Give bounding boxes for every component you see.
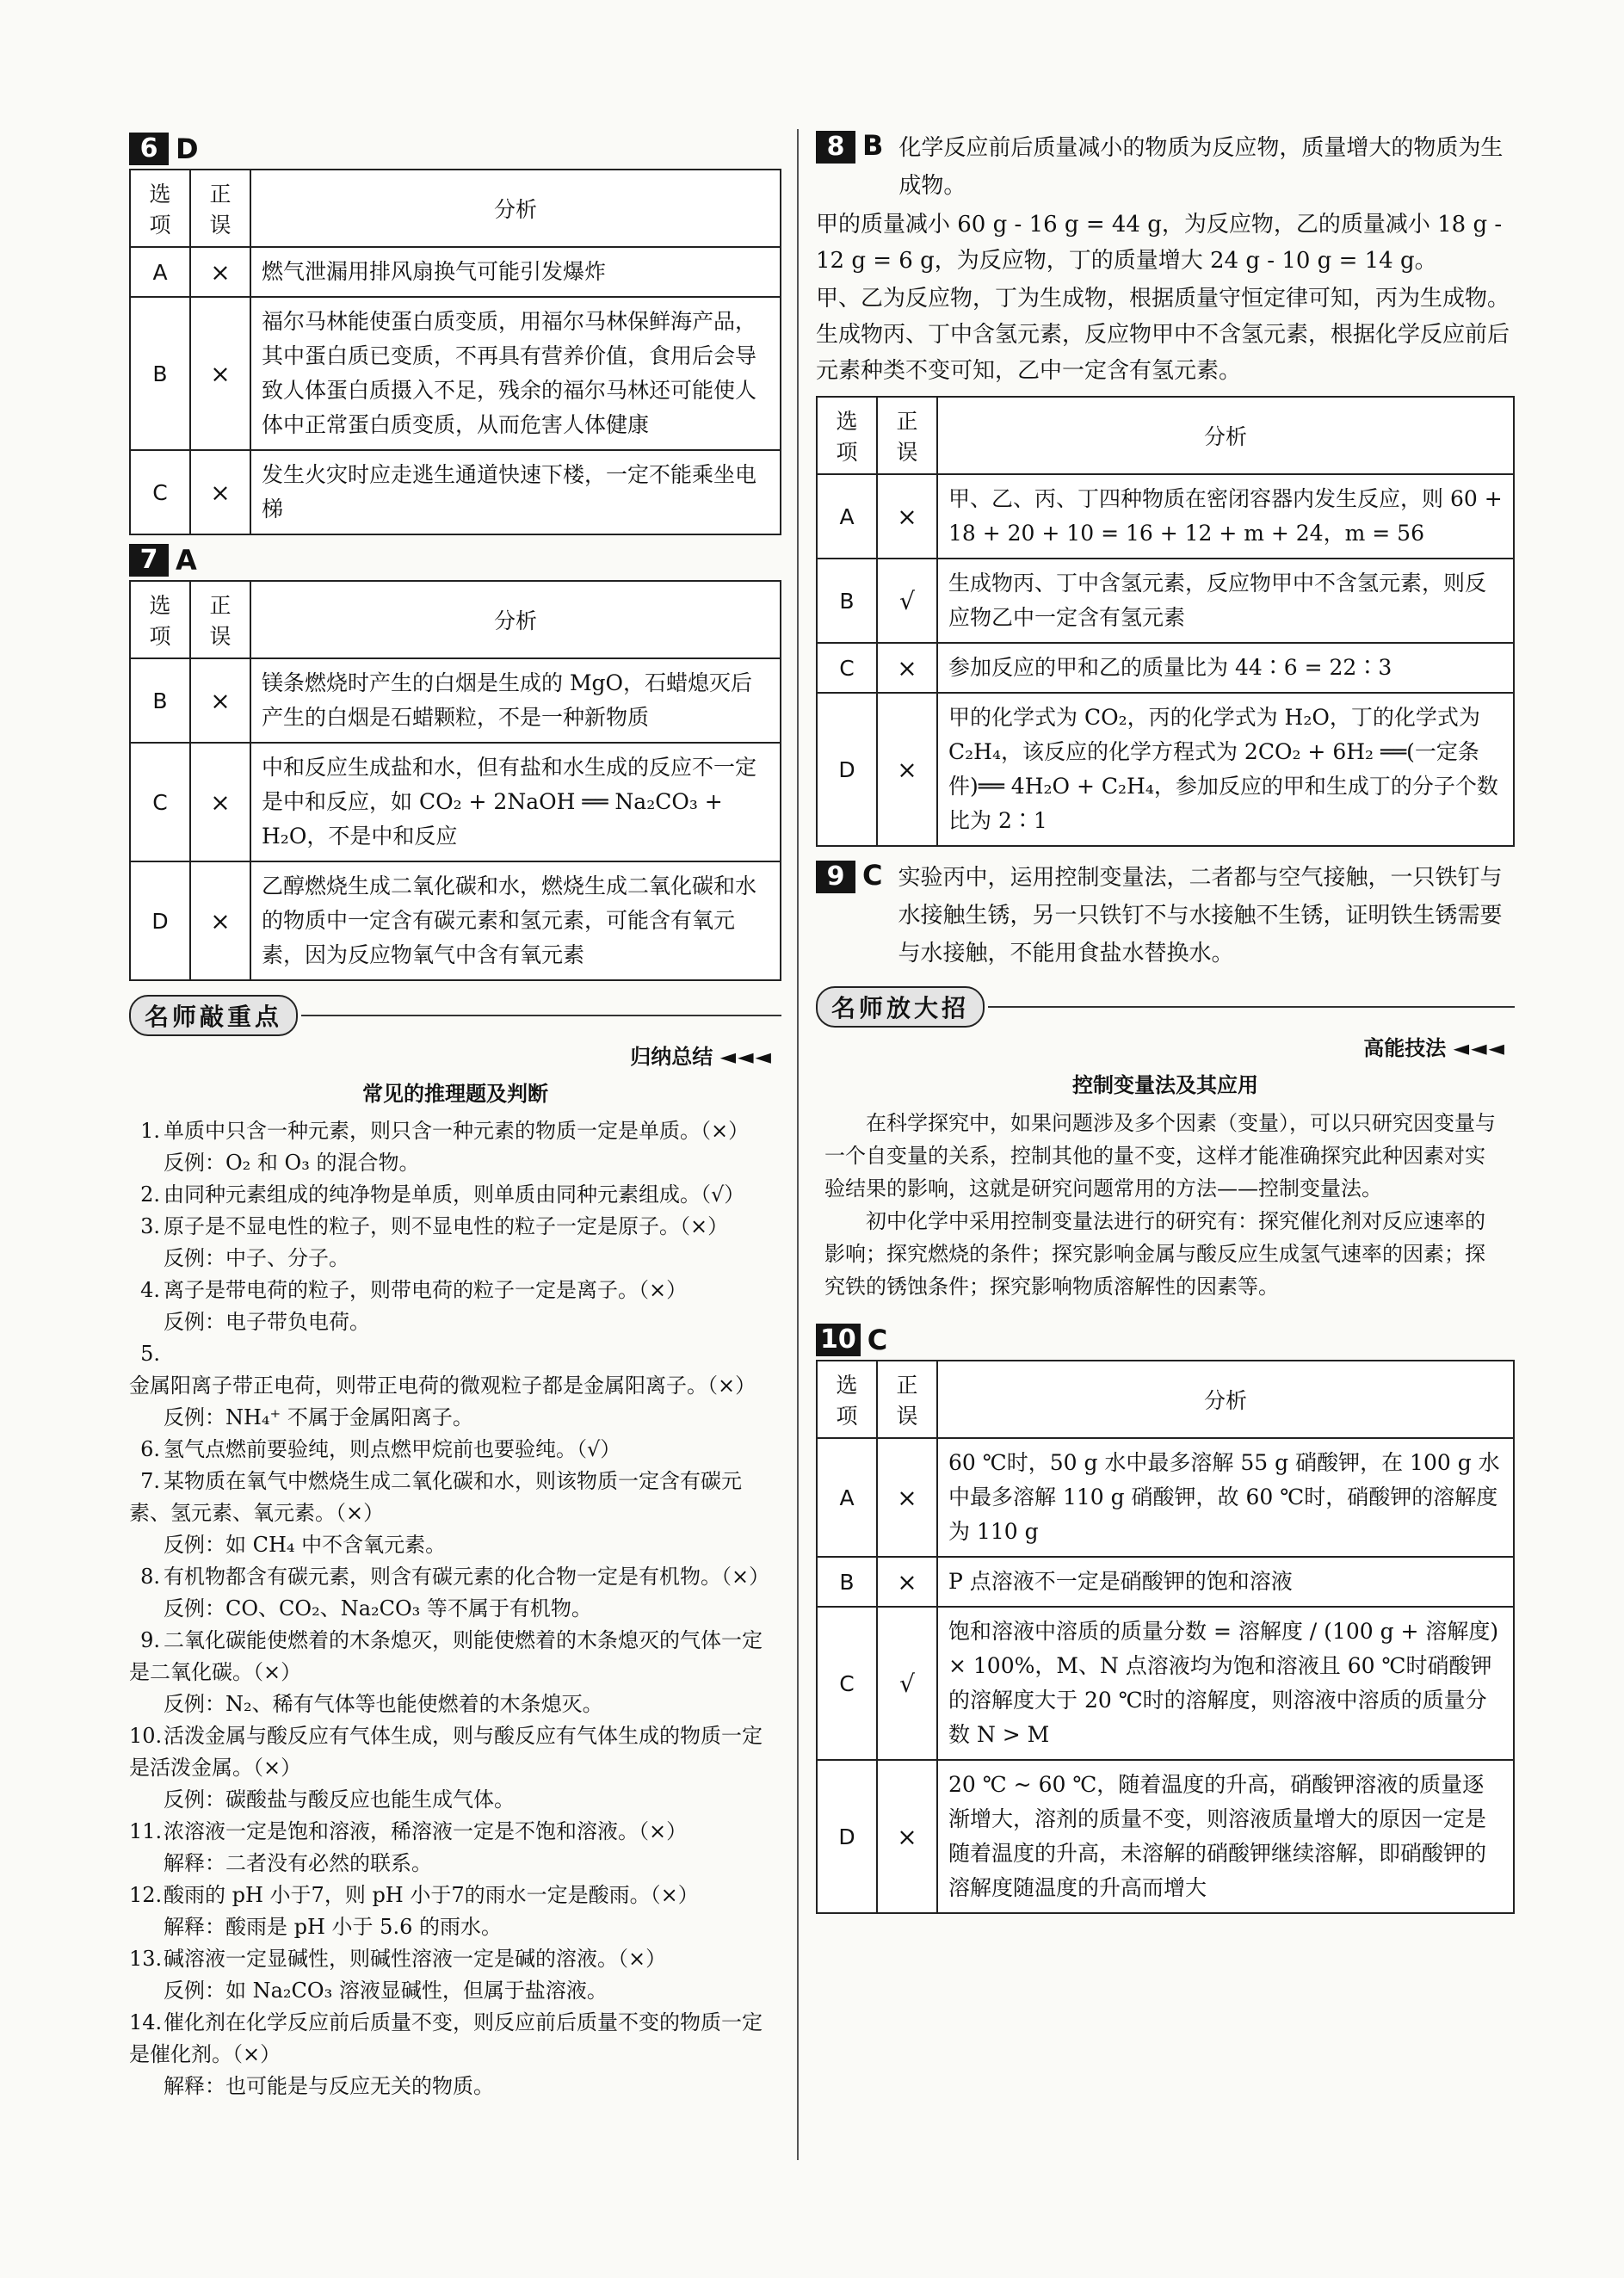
tip-number: 13.	[129, 1947, 163, 1971]
tip-statement	[129, 1466, 781, 1529]
tip-text: 有机物都含有碳元素，则含有碳元素的化合物一定是有机物。（×）	[164, 1565, 770, 1589]
tip-explanation: 反例：NH₄⁺ 不属于金属阳离子。	[164, 1405, 473, 1429]
analysis-cell: 中和反应生成盐和水，但有盐和水生成的反应不一定是中和反应，如 CO₂ + 2NaOH ══ Na₂CO₃ + H₂O，不是中和反应	[250, 743, 781, 861]
analysis-cell: 甲的化学式为 CO₂，丙的化学式为 H₂O，丁的化学式为 C₂H₄，该反应的化学方程式为 2CO₂ + 6H₂ ══(一定条件)══ 4H₂O + C₂H₄，参加反应的甲和生成丁的分子个数比为 2∶1	[937, 693, 1514, 846]
tip-statement	[129, 2007, 781, 2071]
mark-cell: ×	[877, 643, 937, 693]
header-analysis: 分析	[250, 581, 781, 658]
tip-explanation: 反例：如 CH₄ 中不含氧元素。	[164, 1533, 447, 1557]
tip-item	[129, 1211, 781, 1275]
answer-text: 化学反应前后质量减小的物质为反应物，质量增大的物质为生成物。	[898, 135, 1504, 199]
banner-line	[301, 1015, 781, 1016]
header-option: 选项	[130, 170, 190, 247]
table-row	[130, 297, 781, 450]
table-row	[817, 1438, 1514, 1557]
table-row	[817, 559, 1514, 643]
tip-number: 10.	[129, 1724, 163, 1748]
option-cell: C	[130, 450, 190, 534]
table-row	[130, 861, 781, 980]
analysis-cell: 福尔马林能使蛋白质变质，用福尔马林保鲜海产品，其中蛋白质已变质，不再具有营养价值，食用后会导致人体蛋白质摄入不足，残余的福尔马林还可能使人体中正常蛋白质变质，从而危害人体健康	[250, 297, 781, 450]
analysis-cell: 甲、乙、丙、丁四种物质在密闭容器内发生反应，则 60 + 18 + 20 + 10 = 16 + 12 + m + 24，m = 56	[937, 474, 1514, 559]
question-answer: B	[862, 129, 884, 162]
tip-item	[129, 1466, 781, 1561]
tip-text: 二氧化碳能使燃着的木条熄灭，则能使燃着的木条熄灭的气体一定是二氧化碳。（×）	[129, 1628, 763, 1684]
mark-cell: √	[877, 1607, 937, 1760]
analysis-cell: 饱和溶液中溶质的质量分数 = 溶解度 / (100 g + 溶解度) × 100%，M、N 点溶液均为饱和溶液且 60 ℃时硝酸钾的溶解度大于 20 ℃时的溶解度，则溶液中溶质的质量分数 N > M	[937, 1607, 1514, 1760]
question-number: 8	[816, 131, 855, 164]
question-9	[816, 859, 1515, 972]
tip-statement	[129, 1434, 781, 1466]
table-row	[130, 450, 781, 534]
table-row	[817, 1760, 1514, 1913]
option-cell: C	[817, 1607, 877, 1760]
tip-text: 活泼金属与酸反应有气体生成，则与酸反应有气体生成的物质一定是活泼金属。（×）	[129, 1724, 763, 1780]
header-option: 选项	[817, 397, 877, 474]
tip-number: 6.	[140, 1437, 160, 1461]
tip-text: 某物质在氧气中燃烧生成二氧化碳和水，则该物质一定含有碳元素、氢元素、氧元素。（×）	[129, 1469, 742, 1525]
header-correct: 正误	[190, 581, 250, 658]
tips-section	[129, 997, 781, 2102]
tip-item	[129, 1115, 781, 1179]
question-8	[816, 129, 1515, 847]
header-correct: 正误	[877, 397, 937, 474]
method-paragraph: 初中化学中采用控制变量法进行的研究有：探究催化剂对反应速率的影响；探究燃烧的条件；探究影响金属与酸反应生成氢气速率的因素；探究铁的锈蚀条件；探究影响物质溶解性的因素等。	[824, 1209, 1485, 1299]
analysis-cell: 镁条燃烧时产生的白烟是生成的 MgO，石蜡熄灭后产生的白烟是石蜡颗粒，不是一种新物质	[250, 658, 781, 743]
mark-cell: √	[877, 559, 937, 643]
tip-statement	[129, 1816, 781, 1848]
header-option: 选项	[817, 1361, 877, 1438]
triple-arrow-icon: ◄◄◄	[1453, 1036, 1506, 1060]
mark-cell: ×	[877, 474, 937, 559]
option-cell: D	[130, 861, 190, 980]
tip-number: 2.	[140, 1182, 160, 1207]
question-number: 7	[129, 544, 169, 577]
table-row	[817, 1557, 1514, 1607]
method-section	[816, 988, 1515, 1303]
subtitle-text: 高能技法	[1363, 1036, 1447, 1060]
tip-explanation: 解释：酸雨是 pH 小于 5.6 的雨水。	[164, 1915, 502, 1939]
tip-statement	[129, 1115, 781, 1147]
tip-statement	[129, 1179, 781, 1211]
header-analysis: 分析	[937, 1361, 1514, 1438]
method-subtitle	[816, 1031, 1506, 1061]
header-analysis: 分析	[937, 397, 1514, 474]
mark-cell: ×	[190, 247, 250, 297]
header-correct: 正误	[190, 170, 250, 247]
mark-cell: ×	[190, 658, 250, 743]
analysis-cell: 60 ℃时，50 g 水中最多溶解 55 g 硝酸钾，在 100 g 水中最多溶解 110 g 硝酸钾，故 60 ℃时，硝酸钾的溶解度为 110 g	[937, 1438, 1514, 1557]
table-row	[130, 658, 781, 743]
tip-explanation: 反例：如 Na₂CO₃ 溶液显碱性，但属于盐溶液。	[164, 1979, 608, 2003]
mark-cell: ×	[190, 450, 250, 534]
tip-number: 5.	[140, 1342, 160, 1366]
table-row	[130, 247, 781, 297]
tip-number: 3.	[140, 1214, 160, 1238]
tip-statement	[129, 1211, 781, 1243]
option-cell: A	[817, 1438, 877, 1557]
tip-item	[129, 1625, 781, 1720]
column-divider	[797, 129, 799, 2160]
tip-text: 酸雨的 pH 小于7，则 pH 小于7的雨水一定是酸雨。（×）	[164, 1883, 699, 1907]
tip-text: 碱溶液一定显碱性，则碱性溶液一定是碱的溶液。（×）	[164, 1947, 667, 1971]
answer-paragraph: 甲的质量减小 60 g - 16 g = 44 g，为反应物，乙的质量减小 18 g - 12 g = 6 g，为反应物，丁的质量增大 24 g - 10 g = 14 g。	[816, 212, 1503, 274]
tip-text: 催化剂在化学反应前后质量不变，则反应前后质量不变的物质一定是催化剂。（×）	[129, 2010, 763, 2066]
tip-text: 离子是带电荷的粒子，则带电荷的粒子一定是离子。（×）	[164, 1278, 688, 1302]
mark-cell: ×	[877, 1557, 937, 1607]
tip-number: 4.	[140, 1278, 160, 1302]
option-cell: D	[817, 693, 877, 846]
table-row	[817, 643, 1514, 693]
question-number: 10	[816, 1324, 861, 1356]
header-correct: 正误	[877, 1361, 937, 1438]
subtitle-text: 归纳总结	[630, 1045, 713, 1069]
option-cell: B	[130, 297, 190, 450]
tip-explanation: 反例：碳酸盐与酸反应也能生成气体。	[164, 1787, 515, 1812]
tip-item	[129, 1943, 781, 2007]
option-cell: B	[817, 1557, 877, 1607]
option-cell: B	[130, 658, 190, 743]
table-row	[130, 743, 781, 861]
tip-item	[129, 1179, 781, 1211]
tip-text: 浓溶液一定是饱和溶液，稀溶液一定是不饱和溶液。（×）	[164, 1819, 688, 1843]
header-analysis: 分析	[250, 170, 781, 247]
tips-title: 常见的推理题及判断	[362, 1082, 548, 1106]
analysis-cell: 20 ℃ ~ 60 ℃，随着温度的升高，硝酸钾溶液的质量逐渐增大，溶剂的质量不变，则溶液质量增大的原因一定是随着温度的升高，未溶解的硝酸钾继续溶解，即硝酸钾的溶解度随温度的升高而增大	[937, 1760, 1514, 1913]
question-number: 9	[816, 861, 855, 893]
header-option: 选项	[130, 581, 190, 658]
option-cell: C	[817, 643, 877, 693]
tip-explanation: 反例：电子带负电荷。	[164, 1310, 370, 1334]
question-6	[129, 129, 781, 535]
question-answer: C	[867, 1324, 888, 1356]
tip-statement	[129, 1880, 781, 1911]
tip-text: 氢气点燃前要验纯，则点燃甲烷前也要验纯。（√）	[164, 1437, 621, 1461]
banner-line	[988, 1006, 1515, 1008]
mark-cell: ×	[877, 1760, 937, 1913]
option-cell: A	[130, 247, 190, 297]
tip-item	[129, 1561, 781, 1625]
table-row	[817, 474, 1514, 559]
tips-list	[129, 1115, 781, 2102]
tip-text: 原子是不显电性的粒子，则不显电性的粒子一定是原子。（×）	[164, 1214, 729, 1238]
tip-number: 7.	[140, 1469, 160, 1493]
tips-badge: 名师敲重点	[129, 995, 298, 1036]
tip-number: 1.	[140, 1119, 160, 1143]
tip-explanation: 反例：O₂ 和 O₃ 的混合物。	[164, 1151, 420, 1175]
right-column	[816, 129, 1515, 1914]
method-badge: 名师放大招	[816, 986, 985, 1028]
table-row	[817, 693, 1514, 846]
tip-explanation: 反例：CO、CO₂、Na₂CO₃ 等不属于有机物。	[164, 1596, 592, 1621]
tip-item	[129, 1720, 781, 1816]
tip-number: 8.	[140, 1565, 160, 1589]
analysis-cell: 生成物丙、丁中含氢元素，反应物甲中不含氢元素，则反应物乙中一定含有氢元素	[937, 559, 1514, 643]
tip-number: 11.	[129, 1819, 163, 1843]
tip-statement	[129, 1943, 781, 1975]
analysis-table	[816, 396, 1515, 847]
mark-cell: ×	[190, 861, 250, 980]
tip-statement	[129, 1338, 781, 1402]
mark-cell: ×	[877, 1438, 937, 1557]
mark-cell: ×	[190, 297, 250, 450]
question-number: 6	[129, 133, 169, 165]
question-answer: A	[176, 544, 197, 577]
option-cell: B	[817, 559, 877, 643]
left-column	[129, 129, 781, 2102]
option-cell: D	[817, 1760, 877, 1913]
mark-cell: ×	[877, 693, 937, 846]
tip-number: 14.	[129, 2010, 163, 2034]
tip-number: 12.	[129, 1883, 163, 1907]
option-cell: A	[817, 474, 877, 559]
tip-text: 单质中只含一种元素，则只含一种元素的物质一定是单质。（×）	[164, 1119, 750, 1143]
tip-item	[129, 1338, 781, 1434]
option-cell: C	[130, 743, 190, 861]
answer-text: 实验丙中，运用控制变量法，二者都与空气接触，一只铁钉与水接触生锈，另一只铁钉不与水接触不生锈，证明铁生锈需要与水接触，不能用食盐水替换水。	[898, 865, 1503, 966]
tip-item	[129, 1816, 781, 1880]
analysis-cell: 参加反应的甲和乙的质量比为 44∶6 = 22∶3	[937, 643, 1514, 693]
analysis-table	[129, 580, 781, 981]
tip-explanation: 反例：N₂、稀有气体等也能使燃着的木条熄灭。	[164, 1692, 603, 1716]
question-7	[129, 540, 781, 981]
analysis-cell: 燃气泄漏用排风扇换气可能引发爆炸	[250, 247, 781, 297]
mark-cell: ×	[190, 743, 250, 861]
question-answer: C	[862, 859, 883, 892]
tips-subtitle	[129, 1040, 773, 1070]
tip-statement	[129, 1275, 781, 1306]
analysis-cell: 乙醇燃烧生成二氧化碳和水，燃烧生成二氧化碳和水的物质中一定含有碳元素和氢元素，可能含有氧元素，因为反应物氧气中含有氧元素	[250, 861, 781, 980]
question-10	[816, 1320, 1515, 1914]
tip-item	[129, 1880, 781, 1943]
tip-text: 由同种元素组成的纯净物是单质，则单质由同种元素组成。（√）	[164, 1182, 745, 1207]
tip-number: 9.	[140, 1628, 160, 1652]
method-paragraph: 在科学探究中，如果问题涉及多个因素（变量），可以只研究因变量与一个自变量的关系，控制其他的量不变，这样才能准确探究此种因素对实验结果的影响，这就是研究问题常用的方法——控制变量法。	[824, 1111, 1496, 1201]
question-answer: D	[176, 133, 199, 165]
tip-statement	[129, 1720, 781, 1784]
tip-statement	[129, 1625, 781, 1688]
tip-item	[129, 2007, 781, 2102]
method-title: 控制变量法及其应用	[1072, 1073, 1258, 1097]
tip-explanation: 解释：二者没有必然的联系。	[164, 1851, 432, 1875]
answer-paragraph: 甲、乙为反应物，丁为生成物，根据质量守恒定律可知，丙为生成物。生成物丙、丁中含氢元素，反应物甲中不含氢元素，根据化学反应前后元素种类不变可知，乙中一定含有氢元素。	[816, 286, 1510, 384]
analysis-cell: P 点溶液不一定是硝酸钾的饱和溶液	[937, 1557, 1514, 1607]
analysis-cell: 发生火灾时应走逃生通道快速下楼，一定不能乘坐电梯	[250, 450, 781, 534]
triple-arrow-icon: ◄◄◄	[719, 1045, 773, 1069]
tip-explanation: 反例：中子、分子。	[164, 1246, 349, 1270]
tip-statement	[129, 1561, 781, 1593]
analysis-table	[129, 169, 781, 535]
tip-text: 金属阳离子带正电荷，则带正电荷的微观粒子都是金属阳离子。（×）	[129, 1374, 756, 1398]
analysis-table	[816, 1360, 1515, 1914]
table-row	[817, 1607, 1514, 1760]
tip-item	[129, 1434, 781, 1466]
tip-explanation: 解释：也可能是与反应无关的物质。	[164, 2074, 494, 2098]
tip-item	[129, 1275, 781, 1338]
